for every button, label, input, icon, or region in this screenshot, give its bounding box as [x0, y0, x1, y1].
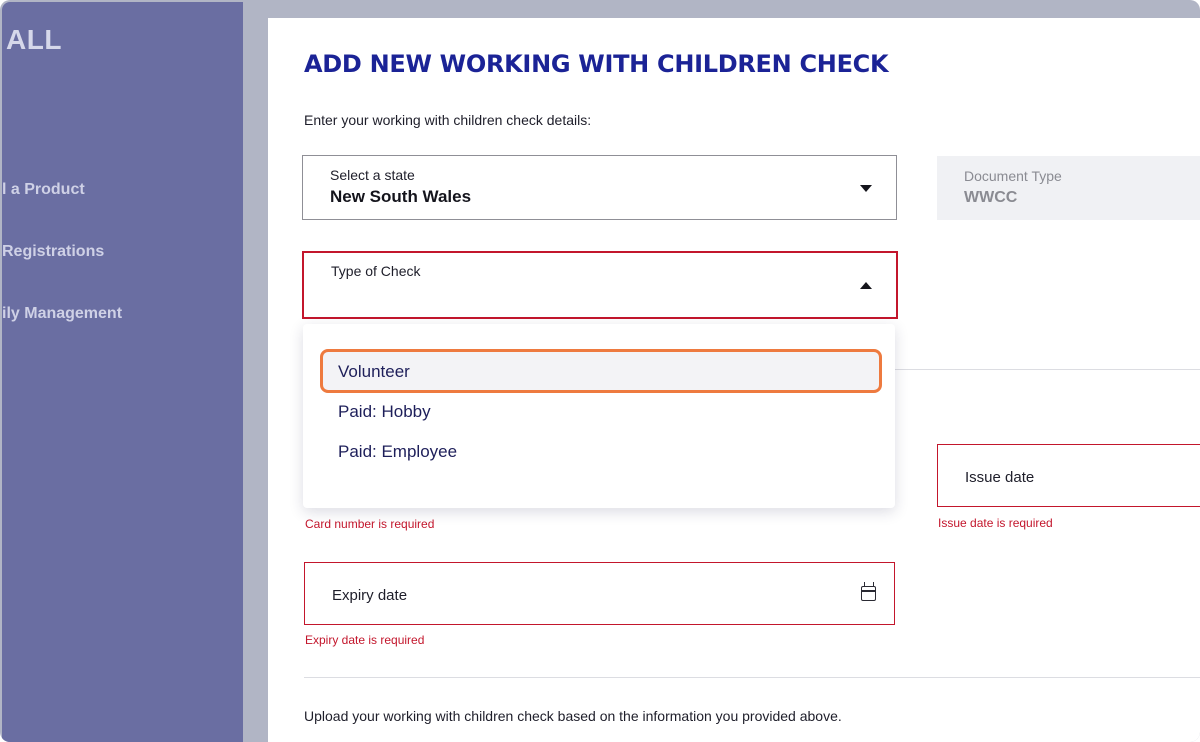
type-of-check-select[interactable]: [302, 251, 898, 319]
option-paid-employee[interactable]: Paid: Employee: [338, 442, 458, 461]
sidebar-item-family-management[interactable]: ily Management: [2, 305, 123, 322]
page-title: ADD NEW WORKING WITH CHILDREN CHECK: [304, 50, 889, 78]
expiry-date-error: Expiry date is required: [305, 633, 425, 647]
issue-date-field[interactable]: [937, 444, 1200, 507]
option-paid-hobby[interactable]: Paid: Hobby: [338, 402, 431, 421]
issue-date-error: Issue date is required: [938, 516, 1053, 530]
state-select-label: Select a state: [330, 167, 415, 183]
sidebar: [2, 2, 243, 742]
chevron-up-icon: [860, 282, 872, 289]
state-select-value: New South Wales: [330, 187, 472, 206]
issue-date-label: Issue date: [965, 469, 1035, 486]
sidebar-item-registrations[interactable]: Registrations: [2, 243, 105, 260]
content-gutter: [243, 0, 268, 742]
chevron-down-icon: [860, 185, 872, 192]
upload-instructions: Upload your working with children check based on the information you provided above.: [304, 708, 842, 724]
expiry-date-field[interactable]: [304, 562, 895, 625]
brand-logo: ALL: [6, 24, 62, 55]
sidebar-item-add-product[interactable]: l a Product: [2, 181, 85, 198]
card-number-error: Card number is required: [305, 517, 435, 531]
divider: [304, 677, 1200, 678]
option-volunteer[interactable]: Volunteer: [338, 362, 410, 381]
state-select[interactable]: [302, 155, 897, 220]
form-instructions: Enter your working with children check details:: [304, 112, 592, 128]
document-type-label: Document Type: [964, 168, 1062, 184]
type-of-check-label: Type of Check: [331, 263, 421, 279]
divider: [895, 369, 1200, 370]
expiry-date-label: Expiry date: [332, 587, 408, 604]
calendar-icon[interactable]: [861, 586, 876, 601]
document-type-value: WWCC: [964, 189, 1018, 206]
document-type-field: [937, 156, 1200, 220]
